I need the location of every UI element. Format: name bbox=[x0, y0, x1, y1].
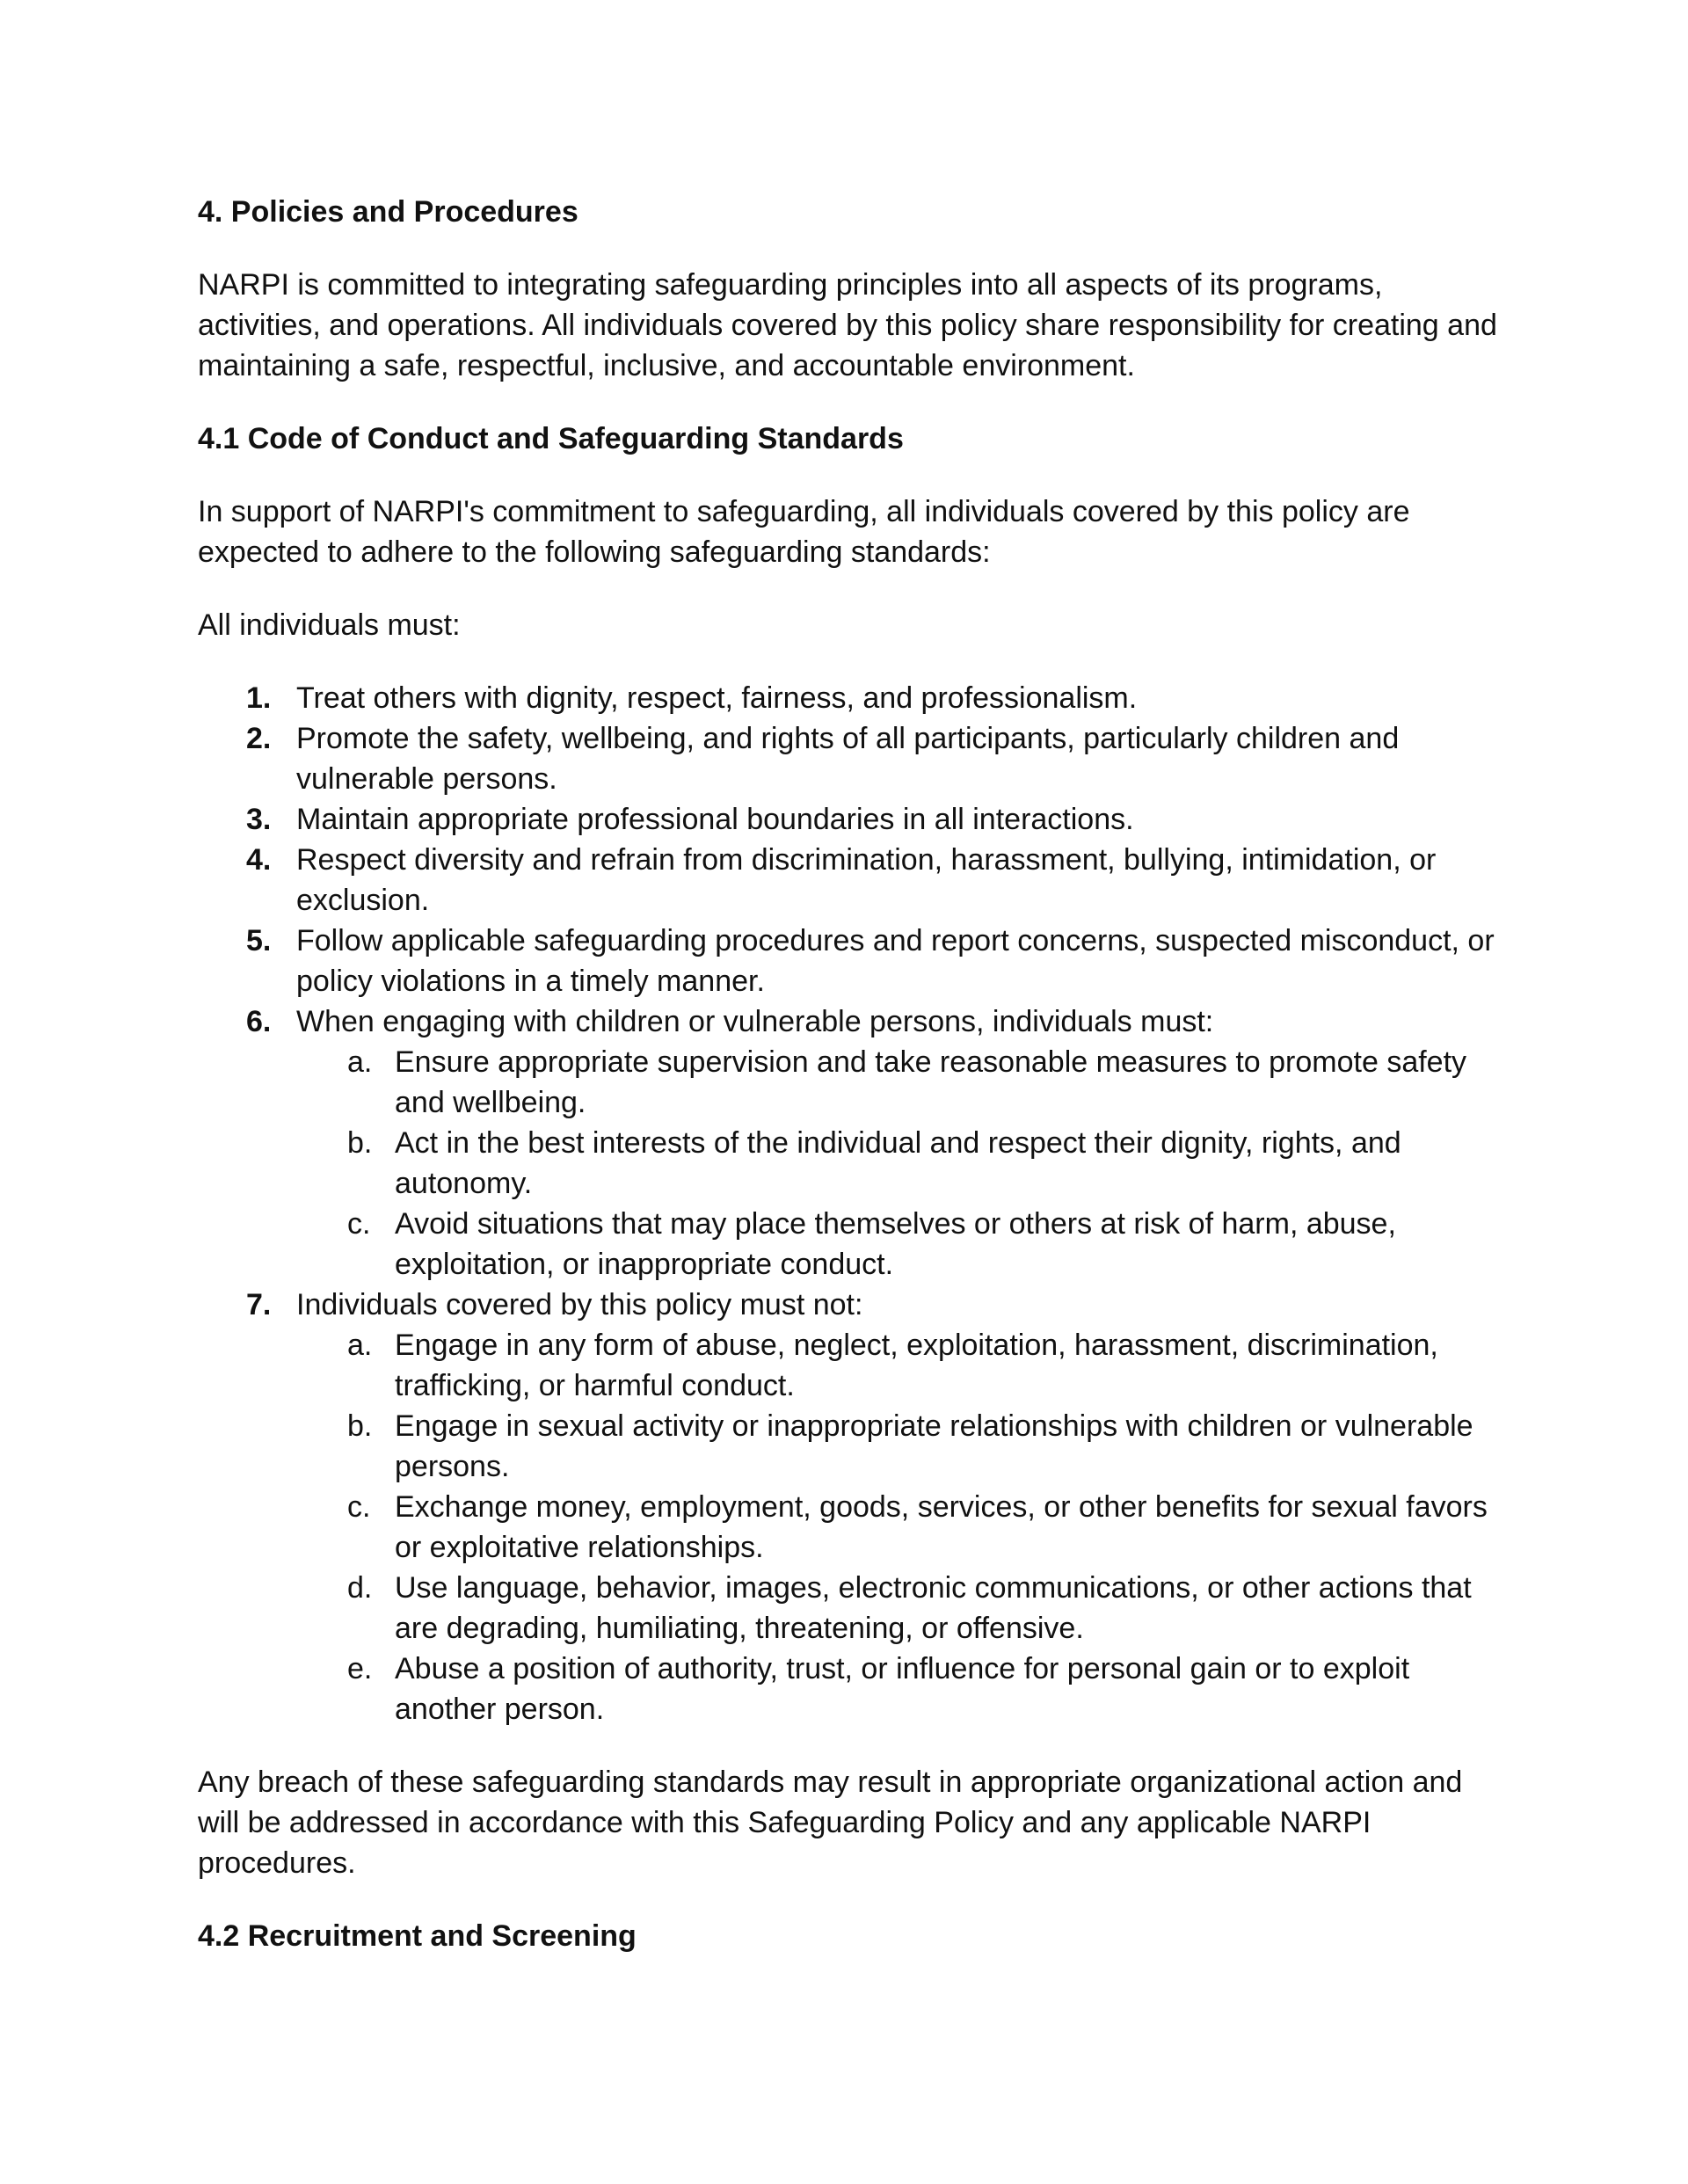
subsection-intro: In support of NARPI's commitment to safeguarding, all individuals covered by this policy are expected to adhere to the following safeguarding standards: bbox=[198, 495, 1410, 569]
list-lead: All individuals must: bbox=[198, 608, 461, 642]
sub-list-item-letter: c. bbox=[347, 1490, 371, 1524]
list-item bbox=[198, 678, 1499, 718]
list-item-text: Treat others with dignity, respect, fairness, and professionalism. bbox=[296, 681, 1138, 715]
list-item-number: 5. bbox=[246, 924, 272, 957]
sub-list-item bbox=[296, 1649, 1499, 1729]
section-heading: 4. Policies and Procedures bbox=[198, 195, 578, 229]
list-item bbox=[198, 921, 1499, 1001]
list-item-text: Respect diversity and refrain from discrimination, harassment, bullying, intimidation, or exclusion. bbox=[296, 843, 1437, 917]
sub-list-item bbox=[296, 1325, 1499, 1406]
sub-list-item-text: Engage in sexual activity or inappropriate relationships with children or vulnerable persons. bbox=[395, 1409, 1473, 1483]
list-item-text: Follow applicable safeguarding procedures and report concerns, suspected misconduct, or policy violations in a timely manner. bbox=[296, 924, 1495, 998]
sub-list-item-text: Avoid situations that may place themselves or others at risk of harm, abuse, exploitation, or inappropriate conduct. bbox=[395, 1207, 1396, 1281]
list-item-text: Maintain appropriate professional boundaries in all interactions. bbox=[296, 803, 1134, 836]
sub-list-item bbox=[296, 1568, 1499, 1649]
closing-paragraph: Any breach of these safeguarding standards may result in appropriate organizational action and will be addressed in accordance with this Safeguarding Policy and any applicable NARPI procedures. bbox=[198, 1765, 1463, 1880]
list-item bbox=[198, 718, 1499, 799]
list-item-text: When engaging with children or vulnerable persons, individuals must: bbox=[296, 1005, 1214, 1038]
list-item-number: 7. bbox=[246, 1288, 272, 1321]
sub-list-item-letter: b. bbox=[347, 1126, 373, 1160]
list-item-number: 2. bbox=[246, 722, 272, 755]
sub-list bbox=[296, 1325, 1499, 1729]
subsection-heading-4-2: 4.2 Recruitment and Screening bbox=[198, 1919, 637, 1953]
list-item-text: Promote the safety, wellbeing, and rights of all participants, particularly children and vulnerable persons. bbox=[296, 722, 1400, 796]
section-intro: NARPI is committed to integrating safeguarding principles into all aspects of its programs, activities, and operations. All individuals covered by this policy share responsibility for creating and maintaining a safe, respectful, inclusive, and accountable environment. bbox=[198, 268, 1497, 382]
list-item bbox=[198, 799, 1499, 840]
sub-list-item-text: Engage in any form of abuse, neglect, exploitation, harassment, discrimination, trafficking, or harmful conduct. bbox=[395, 1329, 1438, 1402]
sub-list-item-letter: a. bbox=[347, 1045, 373, 1079]
list-item bbox=[198, 1285, 1499, 1729]
list-item-number: 1. bbox=[246, 681, 272, 715]
list-item-number: 4. bbox=[246, 843, 272, 877]
sub-list-item bbox=[296, 1204, 1499, 1285]
sub-list-item-text: Use language, behavior, images, electronic communications, or other actions that are degrading, humiliating, threatening, or offensive. bbox=[395, 1571, 1472, 1645]
sub-list-item-text: Exchange money, employment, goods, services, or other benefits for sexual favors or exploitative relationships. bbox=[395, 1490, 1488, 1564]
sub-list bbox=[296, 1042, 1499, 1285]
list-item bbox=[198, 1001, 1499, 1285]
sub-list-item-text: Ensure appropriate supervision and take reasonable measures to promote safety and wellbeing. bbox=[395, 1045, 1467, 1119]
list-item bbox=[198, 840, 1499, 921]
list-item-number: 6. bbox=[246, 1005, 272, 1038]
sub-list-item bbox=[296, 1042, 1499, 1123]
sub-list-item-letter: a. bbox=[347, 1329, 373, 1362]
list-item-number: 3. bbox=[246, 803, 272, 836]
sub-list-item-letter: d. bbox=[347, 1571, 373, 1605]
sub-list-item bbox=[296, 1487, 1499, 1568]
sub-list-item-text: Abuse a position of authority, trust, or influence for personal gain or to exploit another person. bbox=[395, 1652, 1410, 1726]
subsection-heading-4-1: 4.1 Code of Conduct and Safeguarding Standards bbox=[198, 422, 904, 455]
standards-list bbox=[198, 678, 1499, 1729]
list-item-text: Individuals covered by this policy must not: bbox=[296, 1288, 863, 1321]
sub-list-item-text: Act in the best interests of the individual and respect their dignity, rights, and autonomy. bbox=[395, 1126, 1401, 1200]
sub-list-item bbox=[296, 1406, 1499, 1487]
document-page bbox=[198, 192, 1499, 1956]
sub-list-item-letter: b. bbox=[347, 1409, 373, 1443]
sub-list-item-letter: e. bbox=[347, 1652, 373, 1685]
sub-list-item bbox=[296, 1123, 1499, 1204]
sub-list-item-letter: c. bbox=[347, 1207, 371, 1241]
